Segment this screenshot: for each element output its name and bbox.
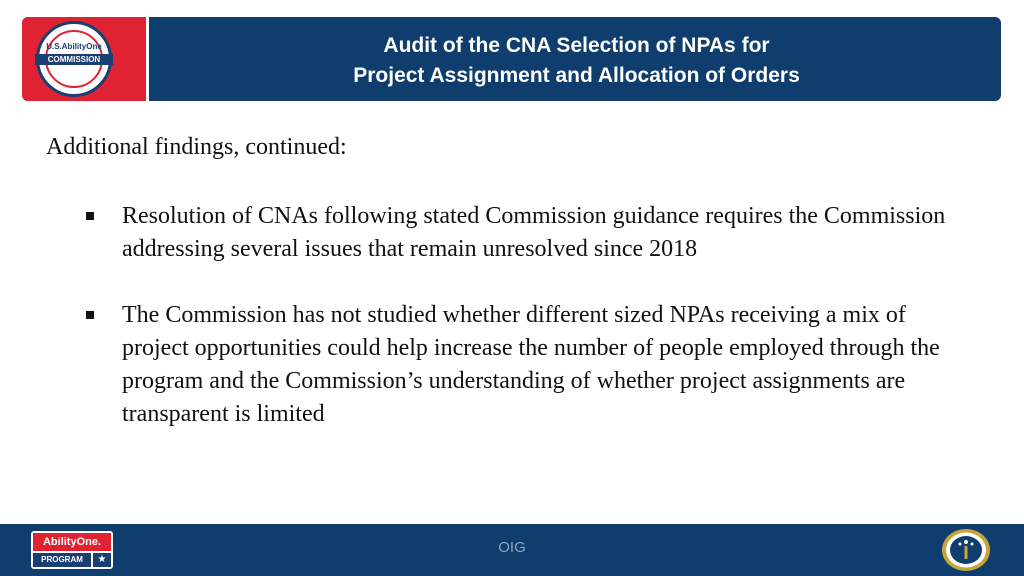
- footer-label: OIG: [498, 539, 526, 556]
- findings-list: [86, 200, 956, 464]
- slide-footer: [0, 524, 1024, 576]
- square-bullet-icon: [86, 311, 94, 319]
- slide-title-line2: Project Assignment and Allocation of Orders: [353, 64, 800, 87]
- oig-seal-icon: [940, 528, 992, 572]
- program-logo-top: AbilityOne.: [33, 533, 111, 551]
- logo-text-bottom: COMMISSION: [35, 54, 113, 65]
- logo-text-top: U.S.AbilityOne: [46, 42, 102, 51]
- header-divider: [146, 17, 149, 101]
- finding-bullet: [86, 200, 956, 266]
- slide-title-line1: Audit of the CNA Selection of NPAs for: [383, 34, 770, 57]
- program-logo-bottom: PROGRAM: [33, 553, 91, 567]
- finding-bullet: [86, 299, 956, 431]
- slide-title: [152, 31, 1001, 91]
- finding-text: Resolution of CNAs following stated Commission guidance requires the Commission addressing several issues that remain unresolved since 2018: [122, 203, 946, 262]
- commission-seal-icon: [36, 21, 112, 97]
- square-bullet-icon: [86, 212, 94, 220]
- star-icon: ★: [93, 553, 111, 567]
- slide-header: [22, 17, 1001, 101]
- commission-logo: [22, 17, 146, 101]
- finding-text: The Commission has not studied whether different sized NPAs receiving a mix of project opportunities could help increase the number of people employed through the program and the Commission’s understanding of whether project assignments are transparent is limited: [122, 302, 940, 427]
- intro-text: Additional findings, continued:: [46, 134, 347, 160]
